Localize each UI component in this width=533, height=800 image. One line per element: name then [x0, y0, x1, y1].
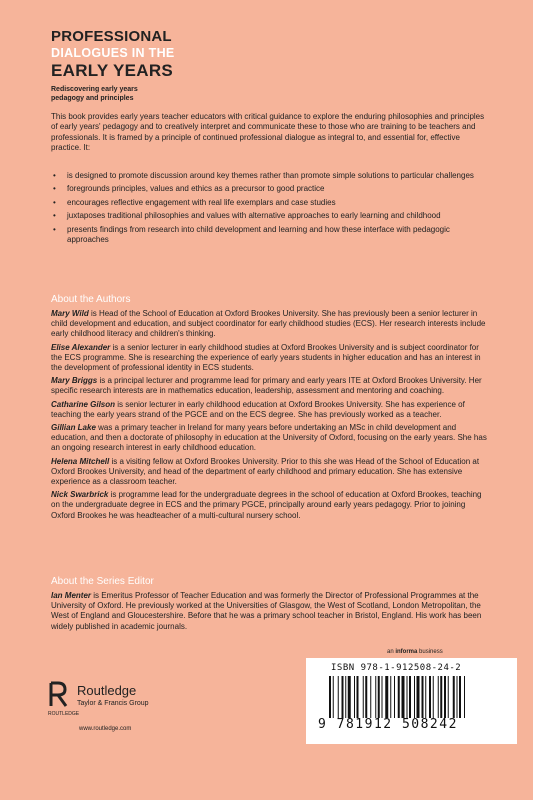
bullet-icon: •	[53, 197, 56, 207]
editor-name: Ian Menter	[51, 591, 92, 600]
author-name: Helena Mitchell	[51, 456, 110, 466]
list-item: • juxtaposes traditional philosophies and values with alternative approaches to early learning and childhood	[53, 211, 441, 221]
bullet-icon: •	[53, 211, 56, 221]
routledge-logo-icon	[48, 682, 80, 718]
author-name: Elise Alexander	[51, 342, 111, 352]
title-line-2: DIALOGUES IN THE	[51, 46, 175, 60]
bullet-icon: •	[53, 171, 56, 180]
subtitle	[51, 85, 138, 103]
author-name: Catharine Gilson	[51, 399, 116, 409]
author-name: Nick Swarbrick	[51, 490, 109, 500]
barcode-icon	[329, 676, 507, 718]
list-item: • encourages reflective engagement with real life exemplars and case studies	[53, 197, 336, 207]
isbn-label: ISBN 978-1-912508-24-2	[331, 663, 462, 673]
author-name: Gillian Lake	[51, 423, 96, 433]
title-line-1: PROFESSIONAL	[51, 28, 172, 45]
publisher-url: www.routledge.com	[79, 726, 132, 732]
list-item: • presents findings from research into child development and learning and how these interface with pedagogic approaches	[53, 224, 450, 245]
author-bio: Gillian Lake was a primary teacher in Ireland for many years before undertaking an MSc in child development and education, and then a doctorate of philosophy in education at the University of Oxford, focusing on the early years. She has an ongoing research interest in early childhood education.	[51, 423, 487, 453]
author-bio: Mary Briggs is a principal lecturer and programme lead for primary and early years ITE at Oxford Brookes University. Her specific research interests are in mathematics education, leadership, assessment and mentoring and coaching.	[51, 376, 482, 396]
title-line-3: EARLY YEARS	[51, 61, 174, 80]
author-name: Mary Wild	[51, 309, 89, 318]
barcode-number: 9 781912 508242	[318, 717, 458, 732]
bullet-icon: •	[53, 184, 56, 194]
author-name: Mary Briggs	[51, 376, 98, 386]
author-bio: Elise Alexander is a senior lecturer in early childhood studies at Oxford Brookes University and is subject coordinator for the ECS programme. She is researching the experience of early years students in higher education and has an interest in the development of professional identity in ECS students.	[51, 342, 481, 373]
editor-bio: Ian Menter is Emeritus Professor of Teacher Education and was formerly the Director of Professional Programmes at the University of Oxford. He previously worked at the Universities of Glasgow, the West of Scotland, London Metropolitan, the West of England and Gloucestershire. Before that he was a primary school teacher in Bristol, England. His work has been widely published in academic journals.	[51, 591, 482, 631]
author-bio: Helena Mitchell is a visiting fellow at Oxford Brookes University. Prior to this she was Head of the School of Education at Oxford Brookes University, and head of the department of early childhood and primary education. She has extensive experience as a classroom teacher.	[51, 456, 480, 487]
subtitle-line-1: Rediscovering early years	[51, 86, 138, 93]
list-item: • is designed to promote discussion around key themes rather than promote simple solutions to particular challenges	[53, 171, 474, 180]
logo-caption: ROUTLEDGE	[48, 711, 80, 717]
subtitle-line-2: pedagogy and principles	[51, 95, 134, 102]
informa-tagline: an informa business	[387, 649, 443, 655]
intro-paragraph: This book provides early years teacher educators with critical guidance to explore the enduring philosophies and principles of early years' pedagogy and to creatively interpret and communicate these to those who are training to be teachers and professionals. It is framed by a principle of continued professional dialogue as integral to, and essential for, effective practice. It:	[51, 112, 485, 153]
bullet-icon: •	[53, 224, 56, 234]
authors-section	[51, 309, 491, 524]
author-bio: Mary Wild is Head of the School of Education at Oxford Brookes University. She has previously been a senior lecturer in child development and education, and subject coordinator for early childhood studies (ECS). Her research interests include early childhood literacy and children's thinking.	[51, 309, 486, 339]
feature-list	[51, 171, 491, 248]
publisher-group: Taylor & Francis Group	[77, 700, 149, 707]
publisher-name: Routledge	[77, 683, 137, 698]
authors-heading: About the Authors	[51, 294, 131, 305]
author-bio: Nick Swarbrick is programme lead for the undergraduate degrees in the school of education at Oxford Brookes, teaching on the undergraduate degree in ECS and the primary PGCE, principally around early years pedagogy. Prior to joining Oxford Brookes he was headteacher of a multi-cultural nursery school.	[51, 490, 482, 520]
author-bio: Catharine Gilson is senior lecturer in early childhood education at Oxford Brookes University. She has experience of teaching the early years strand of the PGCE and on the ECS degree. She has previously worked as a teacher.	[51, 399, 465, 419]
list-item: • foregrounds principles, values and ethics as a precursor to good practice	[53, 184, 325, 194]
editor-heading: About the Series Editor	[51, 576, 154, 587]
